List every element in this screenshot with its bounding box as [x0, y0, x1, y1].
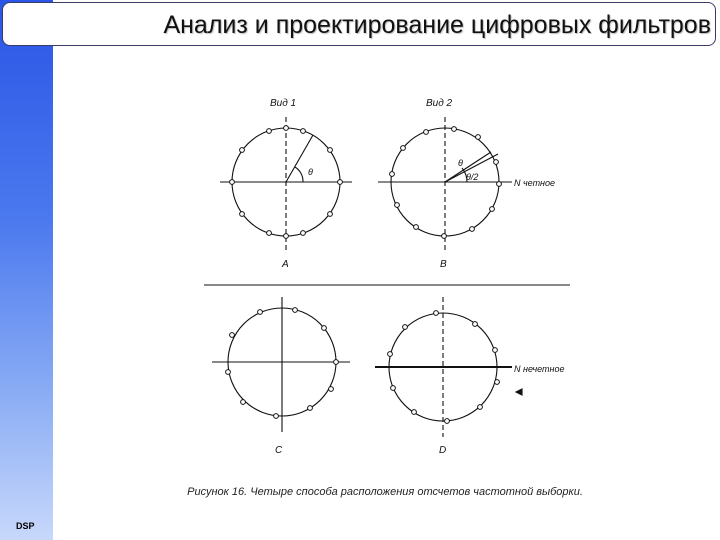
view2-label: Вид 2	[426, 98, 453, 109]
odd-label: N нечетное	[514, 364, 565, 374]
letter-a: A	[282, 259, 289, 270]
view1-label: Вид 1	[270, 98, 297, 109]
title-frame	[2, 2, 716, 46]
half-theta-label: θ/2	[466, 172, 479, 182]
letter-b: B	[440, 259, 447, 270]
theta-b-label: θ	[458, 158, 463, 168]
angle-arc-a	[295, 167, 303, 182]
footer-label: DSP	[16, 521, 35, 531]
letter-c: C	[275, 445, 283, 456]
figure-caption: Рисунок 16. Четыре способа расположения отсчетов частотной выборки.	[187, 486, 583, 498]
theta-a-label: θ	[308, 167, 313, 177]
side-accent-bar	[0, 0, 53, 540]
slide-title: Анализ и проектирование цифровых фильтров	[163, 11, 711, 39]
sampling-diagram	[200, 92, 590, 462]
letter-d: D	[439, 445, 447, 456]
sampling-figure	[200, 92, 590, 462]
arrow-mark	[516, 389, 522, 395]
even-label: N четное	[514, 178, 556, 188]
